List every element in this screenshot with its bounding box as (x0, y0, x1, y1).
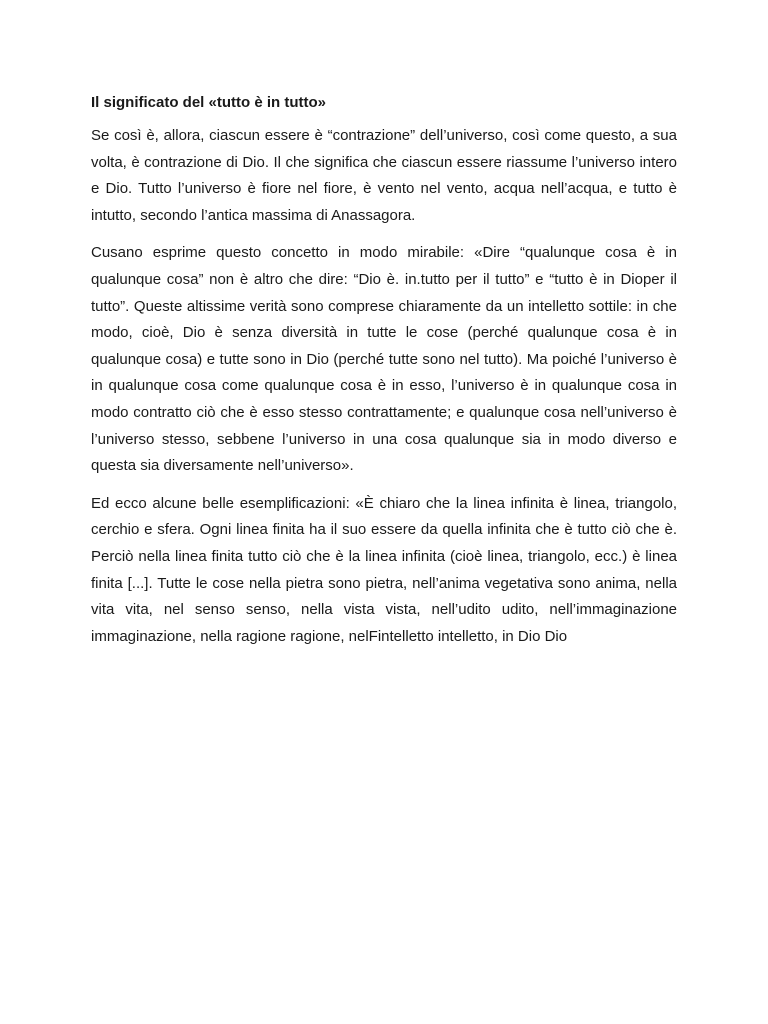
paragraph: Cusano esprime questo concetto in modo mirabile: «Dire “qualunque cosa è in qualunque cosa” non è altro che dire: “Dio è. in.tutto per il tutto” e “tutto è in Dioper il tutto”. Queste altissime verità sono comprese chiaramente da un intelletto sottile: in che modo, cioè, Dio è senza diversità in tutte le cose (perché qualunque cosa è in qualunque cosa) e tutte sono in Dio (perché tutte sono nel tutto). Ma poiché l’universo è in qualunque cosa come qualunque cosa è in esso, l’universo è in qualunque cosa in modo contratto ciò che è esso stesso contrattamente; e qualunque cosa nell’universo è l’universo stesso, sebbene l’universo in una cosa qualunque sia in modo diverso e questa sia diversamente nell’universo». (91, 244, 677, 475)
paragraph: Se così è, allora, ciascun essere è “contrazione” dell’universo, così come questo, a sua volta, è contrazione di Dio. Il che significa che ciascun essere riassume l’universo intero e Dio. Tutto l’universo è fiore nel fiore, è vento nel vento, acqua nell’acqua, e tutto è intutto, secondo l’antica massima di Anassagora. (91, 127, 677, 224)
section-title: Il significato del «tutto è in tutto» (91, 94, 326, 111)
paragraph: Ed ecco alcune belle esemplificazioni: «È chiaro che la linea infinita è linea, triangolo, cerchio e sfera. Ogni linea finita ha il suo essere da quella infinita che è tutto ciò che è. Perciò nella linea finita tutto ciò che è la linea infinita (cioè linea, triangolo, ecc.) è linea finita [...]. Tutte le cose nella pietra sono pietra, nell’anima vegetativa sono anima, nella vita vita, nel senso senso, nella vista vista, nell’udito udito, nell’immaginazione immaginazione, nella ragione ragione, nelFintelletto intelletto, in Dio Dio (91, 494, 677, 645)
document-page (91, 92, 677, 661)
